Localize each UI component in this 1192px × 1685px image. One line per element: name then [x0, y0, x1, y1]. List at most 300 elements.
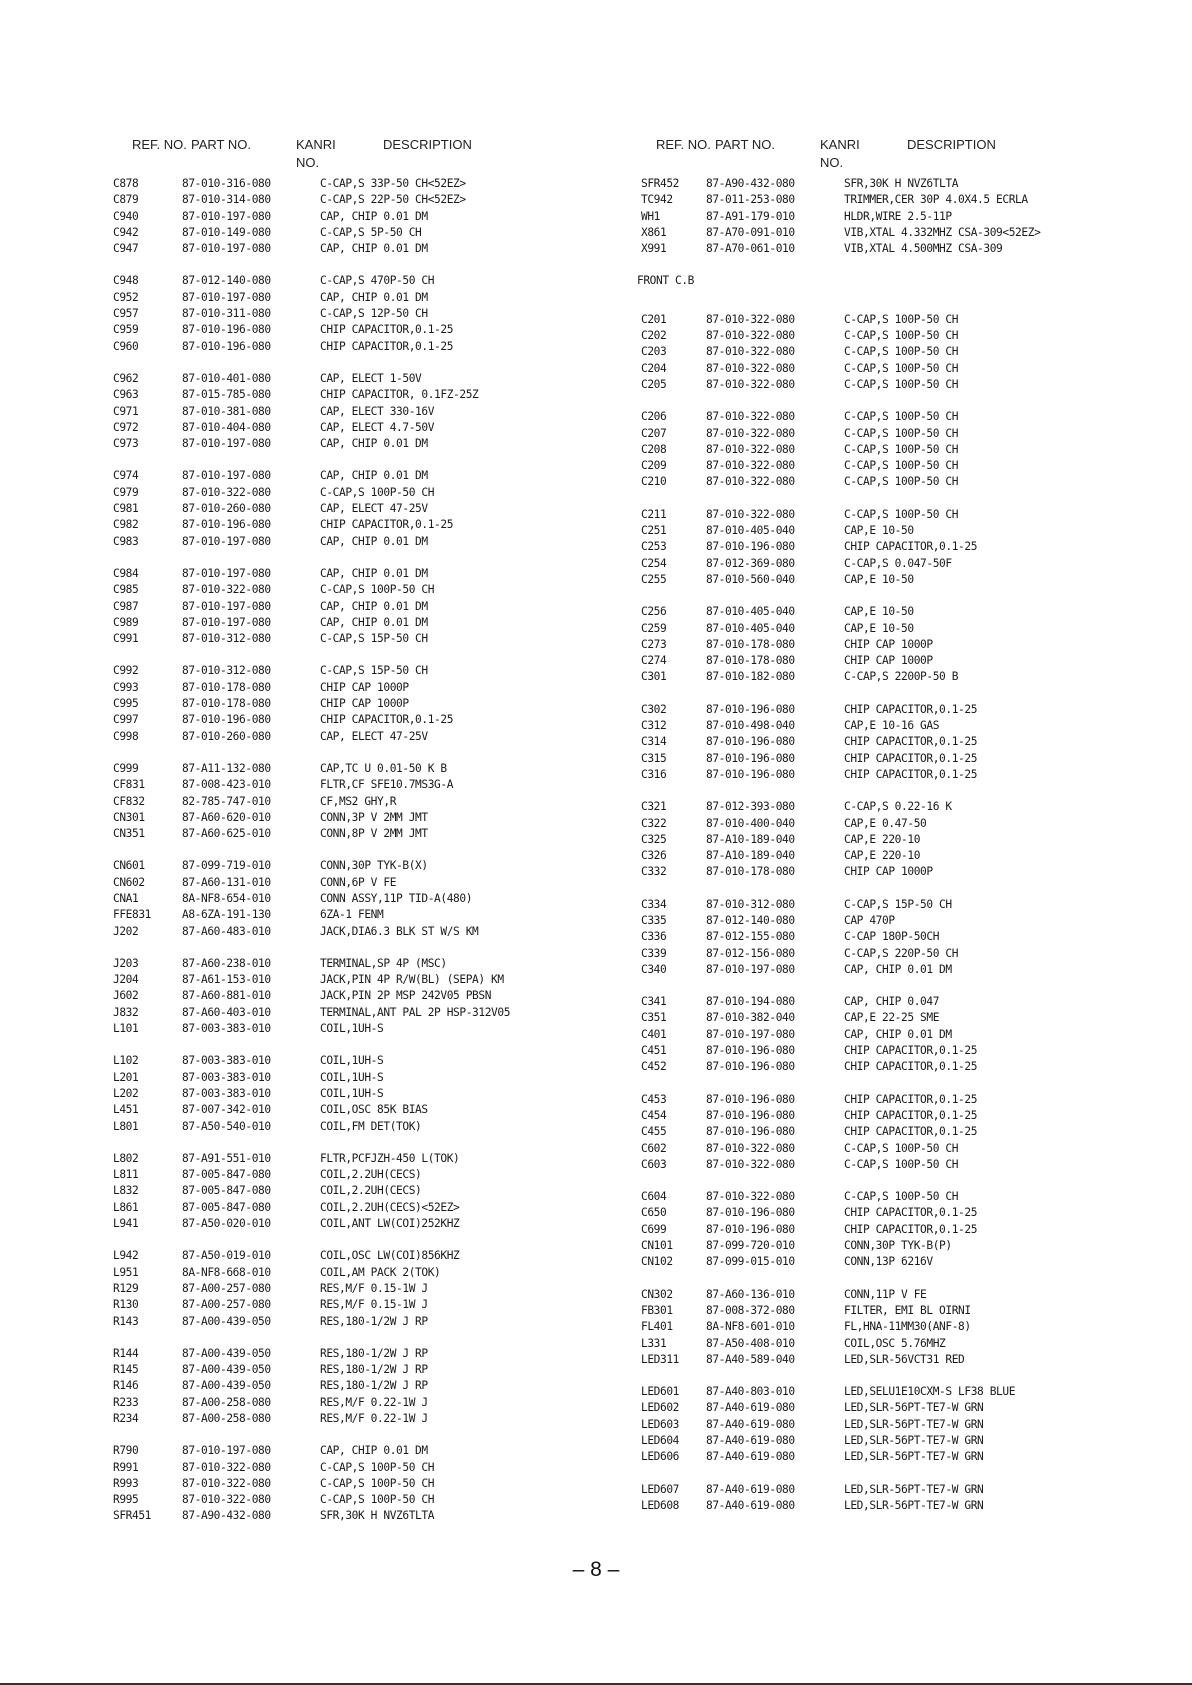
parts-group — [637, 897, 959, 978]
part-no-cell: 87-010-197-080 — [182, 437, 271, 451]
description-cell: CHIP CAP 1000P — [844, 654, 933, 668]
description-cell: COIL,AM PACK 2(TOK) — [320, 1265, 441, 1279]
table-row — [637, 474, 959, 490]
table-row — [637, 426, 959, 442]
table-row — [637, 556, 952, 572]
table-row — [637, 767, 978, 783]
parts-group — [637, 409, 959, 490]
description-cell: TERMINAL,SP 4P (MSC) — [320, 956, 447, 970]
description-cell: CAP,E 0.47-50 — [844, 816, 927, 830]
table-row — [637, 377, 959, 393]
right-top-parts-list — [637, 176, 1041, 257]
description-cell: C-CAP,S 100P-50 CH — [844, 410, 959, 424]
part-no-cell: 87-A00-257-080 — [182, 1281, 271, 1295]
part-no-cell: 87-010-196-080 — [706, 1222, 795, 1236]
table-row — [637, 962, 952, 978]
description-cell: FLTR,CF SFE10.7MS3G-A — [320, 778, 454, 792]
right-column — [637, 136, 1041, 1530]
table-row — [637, 897, 952, 913]
ref-no-cell: C325 — [641, 832, 667, 846]
ref-no-cell: C963 — [113, 388, 139, 402]
ref-no-cell: L802 — [113, 1151, 139, 1165]
description-cell: SFR,30K H NVZ6TLTA — [320, 1509, 435, 1523]
table-row — [637, 653, 933, 669]
part-no-cell: 87-010-401-080 — [182, 371, 271, 385]
ref-no-cell: L951 — [113, 1265, 139, 1279]
part-no-cell: 87-010-196-080 — [706, 1044, 795, 1058]
ref-no-cell: C314 — [641, 735, 667, 749]
description-cell: CONN,3P V 2MM JMT — [320, 810, 428, 824]
description-cell: JACK,PIN 2P MSP 242V05 PBSN — [320, 989, 492, 1003]
description-cell: CAP, CHIP 0.01 DM — [320, 534, 428, 548]
part-no-cell: 87-A00-257-080 — [182, 1298, 271, 1312]
table-row — [637, 751, 978, 767]
ref-no-cell: CN351 — [113, 827, 145, 841]
description-cell: LED,SLR-56PT-TE7-W GRN — [844, 1482, 984, 1496]
table-row — [637, 621, 914, 637]
description-cell: CHIP CAPACITOR,0.1-25 — [844, 735, 978, 749]
ref-no-cell: LED602 — [641, 1401, 680, 1415]
part-no-cell: 87-012-156-080 — [706, 946, 795, 960]
ref-no-cell: C952 — [113, 290, 139, 304]
ref-no-cell: C302 — [641, 702, 667, 716]
table-row — [637, 1205, 978, 1221]
part-no-cell: 87-010-322-080 — [706, 1157, 795, 1171]
parts-group — [637, 1287, 971, 1368]
table-row — [637, 209, 952, 225]
ref-no-cell: L331 — [641, 1336, 667, 1350]
description-cell: CHIP CAP 1000P — [844, 637, 933, 651]
part-no-cell: 87-010-197-080 — [182, 566, 271, 580]
part-no-cell: 87-010-196-080 — [182, 713, 271, 727]
ref-no-cell: CF832 — [113, 794, 145, 808]
ref-no-cell: C253 — [641, 540, 667, 554]
table-row — [637, 864, 933, 880]
description-cell: C-CAP,S 100P-50 CH — [320, 1476, 435, 1490]
description-cell: CAP,E 22-25 SME — [844, 1011, 940, 1025]
part-no-cell: 87-A50-020-010 — [182, 1217, 271, 1231]
ref-no-cell: R130 — [113, 1298, 139, 1312]
ref-no-cell: C274 — [641, 654, 667, 668]
description-cell: FL,HNA-11MM30(ANF-8) — [844, 1320, 971, 1334]
description-cell: C-CAP,S 220P-50 CH — [844, 946, 959, 960]
ref-no-cell: C699 — [641, 1222, 667, 1236]
ref-no-cell: L201 — [113, 1070, 139, 1084]
table-row — [637, 361, 959, 377]
part-no-cell: 87-010-405-040 — [706, 605, 795, 619]
description-cell: CHIP CAPACITOR,0.1-25 — [844, 767, 978, 781]
ref-no-cell: FL401 — [641, 1320, 673, 1334]
table-row — [637, 832, 921, 848]
table-row — [637, 572, 914, 588]
part-no-cell: 87-005-847-080 — [182, 1184, 271, 1198]
ref-no-cell: C455 — [641, 1125, 667, 1139]
part-no-cell: 87-A10-189-040 — [706, 832, 795, 846]
description-cell: JACK,DIA6.3 BLK ST W/S KM — [320, 924, 479, 938]
part-no-cell: 87-010-196-080 — [706, 751, 795, 765]
table-row — [637, 1384, 1016, 1400]
part-no-cell: 87-010-322-080 — [706, 377, 795, 391]
part-no-cell: 87-A40-619-080 — [706, 1498, 795, 1512]
description-cell: C-CAP,S 15P-50 CH — [320, 632, 428, 646]
part-no-cell: 87-010-405-040 — [706, 621, 795, 635]
right-parts-list — [637, 312, 1016, 1514]
description-cell: C-CAP,S 100P-50 CH — [320, 583, 435, 597]
ref-no-cell: C982 — [113, 518, 139, 532]
part-no-cell: 87-010-560-040 — [706, 572, 795, 586]
table-row — [637, 913, 895, 929]
part-no-cell: 87-010-196-080 — [182, 339, 271, 353]
description-cell: CHIP CAPACITOR,0.1-25 — [844, 1092, 978, 1106]
description-cell: CHIP CAPACITOR,0.1-25 — [320, 518, 454, 532]
ref-no-cell: C210 — [641, 475, 667, 489]
header-part-no: PART NO. — [715, 137, 775, 152]
parts-group — [637, 176, 1041, 257]
ref-no-cell: LED608 — [641, 1498, 680, 1512]
description-cell: CHIP CAPACITOR,0.1-25 — [844, 1060, 978, 1074]
ref-no-cell: L861 — [113, 1200, 139, 1214]
ref-no-cell: CF831 — [113, 778, 145, 792]
part-no-cell: 87-012-140-080 — [706, 913, 795, 927]
ref-no-cell: C959 — [113, 323, 139, 337]
ref-no-cell: C204 — [641, 361, 667, 375]
ref-no-cell: C451 — [641, 1044, 667, 1058]
part-no-cell: 87-015-785-080 — [182, 388, 271, 402]
part-no-cell: 87-010-197-080 — [706, 1027, 795, 1041]
description-cell: LED,SLR-56PT-TE7-W GRN — [844, 1434, 984, 1447]
part-no-cell: 8A-NF8-601-010 — [706, 1320, 795, 1334]
ref-no-cell: LED601 — [641, 1385, 680, 1399]
description-cell: CAP,E 10-50 — [844, 621, 914, 635]
table-row — [637, 1222, 978, 1238]
section-title-front-cb: FRONT C.B — [637, 274, 695, 288]
ref-no-cell: C957 — [113, 307, 139, 321]
description-cell: COIL,1UH-S — [320, 1022, 384, 1036]
parts-group — [637, 507, 978, 588]
header-kanri: KANRI — [820, 137, 860, 152]
description-cell: CAP, CHIP 0.01 DM — [844, 962, 952, 976]
part-no-cell: 87-A40-619-080 — [706, 1401, 795, 1415]
part-no-cell: 87-010-178-080 — [182, 680, 271, 694]
ref-no-cell: R234 — [113, 1412, 139, 1425]
ref-no-cell: C351 — [641, 1011, 667, 1025]
description-cell: RES,M/F 0.22-1W J — [320, 1395, 428, 1409]
ref-no-cell: C985 — [113, 583, 139, 597]
ref-no-cell: C983 — [113, 534, 139, 548]
description-cell: LED,SLR-56VCT31 RED — [844, 1352, 965, 1366]
ref-no-cell: TC942 — [641, 193, 673, 207]
ref-no-cell: WH1 — [641, 209, 661, 223]
description-cell: CAP, CHIP 0.01 DM — [320, 615, 428, 629]
ref-no-cell: CN301 — [113, 810, 145, 824]
description-cell: CHIP CAPACITOR,0.1-25 — [320, 339, 454, 353]
part-no-cell: 87-010-498-040 — [706, 719, 795, 733]
part-no-cell: 87-010-381-080 — [182, 404, 271, 418]
part-no-cell: 87-A00-258-080 — [182, 1395, 271, 1409]
table-row — [637, 1482, 984, 1498]
description-cell: C-CAP,S 100P-50 CH — [844, 329, 959, 343]
ref-no-cell: J203 — [113, 956, 139, 970]
part-no-cell: 87-A50-408-010 — [706, 1336, 795, 1350]
description-cell: C-CAP,S 100P-50 CH — [844, 1157, 959, 1171]
ref-no-cell: C984 — [113, 566, 139, 580]
parts-group — [637, 1092, 978, 1173]
description-cell: JACK,PIN 4P R/W(BL) (SEPA) KM — [320, 973, 504, 987]
ref-no-cell: C335 — [641, 913, 667, 927]
part-no-cell: 87-010-322-080 — [182, 1476, 271, 1490]
description-cell: RES,180-1/2W J RP — [320, 1379, 428, 1393]
ref-no-cell: C999 — [113, 761, 139, 775]
description-cell: CHIP CAP 1000P — [320, 680, 409, 694]
part-no-cell: 87-A70-091-010 — [706, 225, 795, 239]
part-no-cell: 87-010-197-080 — [182, 615, 271, 629]
description-cell: LED,SLR-56PT-TE7-W GRN — [844, 1417, 984, 1431]
ref-no-cell: C326 — [641, 849, 667, 863]
description-cell: C-CAP,S 100P-50 CH — [844, 312, 959, 326]
description-cell: RES,180-1/2W J RP — [320, 1346, 428, 1360]
ref-no-cell: C202 — [641, 329, 667, 343]
description-cell: CAP, CHIP 0.01 DM — [320, 242, 428, 256]
description-cell: COIL,OSC LW(COI)856KHZ — [320, 1249, 460, 1263]
part-no-cell: 87-010-322-080 — [706, 410, 795, 424]
table-row — [637, 176, 959, 192]
table-row — [637, 1254, 933, 1270]
ref-no-cell: LED607 — [641, 1482, 680, 1496]
part-no-cell: 87-A60-131-010 — [182, 875, 271, 889]
description-cell: CAP, CHIP 0.01 DM — [320, 290, 428, 304]
part-no-cell: 87-010-197-080 — [182, 1444, 271, 1458]
table-row — [637, 344, 959, 360]
part-no-cell: 87-A00-439-050 — [182, 1314, 271, 1328]
table-row — [637, 669, 959, 685]
description-cell: CONN,13P 6216V — [844, 1255, 933, 1269]
table-row — [637, 1010, 940, 1026]
header-kanri-no: NO. — [296, 155, 320, 170]
description-cell: TERMINAL,ANT PAL 2P HSP-312V05 — [320, 1005, 511, 1019]
ref-no-cell: LED606 — [641, 1450, 680, 1464]
header-kanri: KANRI — [296, 137, 336, 152]
parts-group — [637, 312, 959, 393]
ref-no-cell: CNA1 — [113, 891, 139, 905]
part-no-cell: 87-A60-483-010 — [182, 924, 271, 938]
part-no-cell: 87-010-178-080 — [706, 654, 795, 668]
part-no-cell: 87-010-196-080 — [706, 540, 795, 554]
ref-no-cell: L801 — [113, 1119, 139, 1133]
part-no-cell: 87-A60-403-010 — [182, 1005, 271, 1019]
description-cell: CHIP CAPACITOR,0.1-25 — [320, 713, 454, 727]
description-cell: CHIP CAPACITOR,0.1-25 — [844, 1206, 978, 1220]
ref-no-cell: L811 — [113, 1168, 139, 1182]
description-cell: C-CAP,S 15P-50 CH — [844, 897, 952, 911]
description-cell: LED,SLR-56PT-TE7-W GRN — [844, 1401, 984, 1415]
part-no-cell: 87-010-260-080 — [182, 729, 271, 743]
ref-no-cell: R143 — [113, 1314, 139, 1328]
part-no-cell: 87-A40-589-040 — [706, 1352, 795, 1366]
header-ref-no: REF. NO. — [656, 137, 711, 152]
ref-no-cell: FFE831 — [113, 908, 152, 922]
description-cell: CHIP CAPACITOR,0.1-25 — [844, 1044, 978, 1058]
description-cell: CAP, CHIP 0.01 DM — [844, 1027, 952, 1041]
part-no-cell: 87-010-404-080 — [182, 420, 271, 434]
ref-no-cell: C942 — [113, 225, 139, 239]
ref-no-cell: L102 — [113, 1054, 139, 1068]
description-cell: RES,M/F 0.22-1W J — [320, 1412, 428, 1425]
part-no-cell: 87-099-015-010 — [706, 1255, 795, 1269]
part-no-cell: 87-008-372-080 — [706, 1303, 795, 1317]
part-no-cell: 8A-NF8-654-010 — [182, 891, 271, 905]
part-no-cell: 87-010-322-080 — [182, 485, 271, 499]
part-no-cell: 87-010-322-080 — [706, 312, 795, 326]
description-cell: C-CAP,S 100P-50 CH — [844, 361, 959, 375]
ref-no-cell: C995 — [113, 697, 139, 711]
part-no-cell: 87-010-322-080 — [706, 1190, 795, 1204]
table-row — [637, 192, 1028, 208]
description-cell: RES,180-1/2W J RP — [320, 1314, 428, 1328]
description-cell: C-CAP,S 0.047-50F — [844, 556, 952, 570]
ref-no-cell: C602 — [641, 1141, 667, 1155]
ref-no-cell: X991 — [641, 242, 667, 256]
part-no-cell: 87-003-383-010 — [182, 1086, 271, 1100]
part-no-cell: 87-010-149-080 — [182, 225, 271, 239]
ref-no-cell: LED603 — [641, 1417, 680, 1431]
part-no-cell: 87-010-197-080 — [182, 599, 271, 613]
parts-group — [637, 1384, 1016, 1465]
description-cell: C-CAP,S 100P-50 CH — [844, 1141, 959, 1155]
description-cell: CAP,E 10-50 — [844, 524, 914, 538]
part-no-cell: 87-A60-238-010 — [182, 956, 271, 970]
ref-no-cell: C454 — [641, 1108, 667, 1122]
part-no-cell: 87-010-382-040 — [706, 1011, 795, 1025]
ref-no-cell: C254 — [641, 556, 667, 570]
table-row — [637, 1157, 959, 1173]
part-no-cell: 87-A40-803-010 — [706, 1385, 795, 1399]
description-cell: COIL,1UH-S — [320, 1054, 384, 1068]
description-cell: RES,M/F 0.15-1W J — [320, 1281, 428, 1295]
table-row — [637, 241, 1003, 257]
ref-no-cell: C972 — [113, 420, 139, 434]
description-cell: C-CAP,S 5P-50 CH — [320, 225, 422, 239]
table-row — [637, 1027, 952, 1043]
part-no-cell: 87-010-197-080 — [706, 962, 795, 976]
description-cell: CONN,11P V FE — [844, 1287, 927, 1301]
description-cell: CHIP CAP 1000P — [844, 865, 933, 879]
ref-no-cell: C340 — [641, 962, 667, 976]
ref-no-cell: C878 — [113, 177, 139, 190]
table-row — [637, 1319, 971, 1335]
description-cell: C-CAP,S 2200P-50 B — [844, 670, 959, 684]
part-no-cell: 87-010-178-080 — [706, 865, 795, 879]
part-no-cell: 87-010-196-080 — [706, 702, 795, 716]
description-cell: C-CAP,S 100P-50 CH — [844, 507, 959, 521]
description-cell: C-CAP,S 100P-50 CH — [844, 426, 959, 440]
description-cell: C-CAP,S 33P-50 CH<52EZ> — [320, 177, 466, 190]
table-row — [637, 1108, 978, 1124]
parts-group — [637, 1189, 978, 1270]
ref-no-cell: C940 — [113, 209, 139, 223]
description-cell: LED,SLR-56PT-TE7-W GRN — [844, 1498, 984, 1512]
table-row — [637, 1189, 959, 1205]
ref-no-cell: J204 — [113, 973, 139, 987]
ref-no-cell: R993 — [113, 1476, 139, 1490]
description-cell: LED,SELU1E10CXM-S LF38 BLUE — [844, 1385, 1016, 1399]
part-no-cell: 87-010-405-040 — [706, 524, 795, 538]
ref-no-cell: C208 — [641, 442, 667, 456]
ref-no-cell: C948 — [113, 274, 139, 288]
table-row — [637, 1498, 984, 1514]
part-no-cell: 87-A00-439-050 — [182, 1346, 271, 1360]
description-cell: FLTR,PCFJZH-450 L(TOK) — [320, 1151, 460, 1165]
ref-no-cell: C334 — [641, 897, 667, 911]
part-no-cell: 87-003-383-010 — [182, 1022, 271, 1036]
ref-no-cell: L101 — [113, 1022, 139, 1036]
ref-no-cell: C203 — [641, 345, 667, 359]
part-no-cell: 87-A61-153-010 — [182, 973, 271, 987]
description-cell: TRIMMER,CER 30P 4.0X4.5 ECRLA — [844, 193, 1028, 207]
ref-no-cell: R145 — [113, 1363, 139, 1377]
description-cell: CHIP CAPACITOR, 0.1FZ-25Z — [320, 388, 479, 402]
description-cell: CHIP CAPACITOR,0.1-25 — [320, 323, 454, 337]
part-no-cell: 87-010-314-080 — [182, 193, 271, 207]
part-no-cell: 87-003-383-010 — [182, 1054, 271, 1068]
table-row — [637, 312, 959, 328]
part-no-cell: 87-008-423-010 — [182, 778, 271, 792]
header-part-no: PART NO. — [191, 137, 251, 152]
description-cell: CAP, CHIP 0.01 DM — [320, 566, 428, 580]
description-cell: RES,180-1/2W J RP — [320, 1363, 428, 1377]
ref-no-cell: R790 — [113, 1444, 139, 1458]
table-row — [637, 799, 952, 815]
part-no-cell: 87-010-194-080 — [706, 995, 795, 1009]
part-no-cell: A8-6ZA-191-130 — [182, 908, 271, 922]
description-cell: C-CAP,S 100P-50 CH — [844, 345, 959, 359]
description-cell: CHIP CAPACITOR,0.1-25 — [844, 1108, 978, 1122]
ref-no-cell: L451 — [113, 1103, 139, 1117]
ref-no-cell: C255 — [641, 572, 667, 586]
page-number: – 8 – — [572, 1558, 620, 1581]
description-cell: CONN ASSY,11P TID-A(480) — [320, 891, 473, 905]
table-row — [637, 1141, 959, 1157]
ref-no-cell: C201 — [641, 312, 667, 326]
description-cell: CHIP CAPACITOR,0.1-25 — [844, 702, 978, 716]
header-description: DESCRIPTION — [907, 137, 996, 152]
description-cell: CF,MS2 GHY,R — [320, 794, 397, 808]
description-cell: C-CAP,S 22P-50 CH<52EZ> — [320, 193, 466, 207]
ref-no-cell: R233 — [113, 1395, 139, 1409]
table-row — [637, 734, 978, 750]
ref-no-cell: C987 — [113, 599, 139, 613]
part-no-cell: 87-010-311-080 — [182, 307, 271, 321]
description-cell: HLDR,WIRE 2.5-11P — [844, 209, 952, 223]
table-row — [637, 702, 978, 718]
ref-no-cell: CN302 — [641, 1287, 673, 1301]
description-cell: CONN,30P TYK-B(P) — [844, 1239, 952, 1253]
part-no-cell: 87-A60-620-010 — [182, 810, 271, 824]
table-row — [637, 1059, 978, 1075]
description-cell: COIL,2.2UH(CECS)<52EZ> — [320, 1200, 460, 1214]
ref-no-cell: CN102 — [641, 1255, 673, 1269]
description-cell: C-CAP,S 100P-50 CH — [844, 442, 959, 456]
description-cell: LED,SLR-56PT-TE7-W GRN — [844, 1450, 984, 1464]
ref-no-cell: C207 — [641, 426, 667, 440]
ref-no-cell: C322 — [641, 816, 667, 830]
ref-no-cell: CN602 — [113, 875, 145, 889]
description-cell: VIB,XTAL 4.500MHZ CSA-309 — [844, 242, 1003, 256]
description-cell: CAP, ELECT 4.7-50V — [320, 420, 435, 434]
table-row — [637, 409, 959, 425]
table-row — [637, 442, 959, 458]
description-cell: CAP,E 10-50 — [844, 572, 914, 586]
part-no-cell: 87-A60-136-010 — [706, 1287, 795, 1301]
